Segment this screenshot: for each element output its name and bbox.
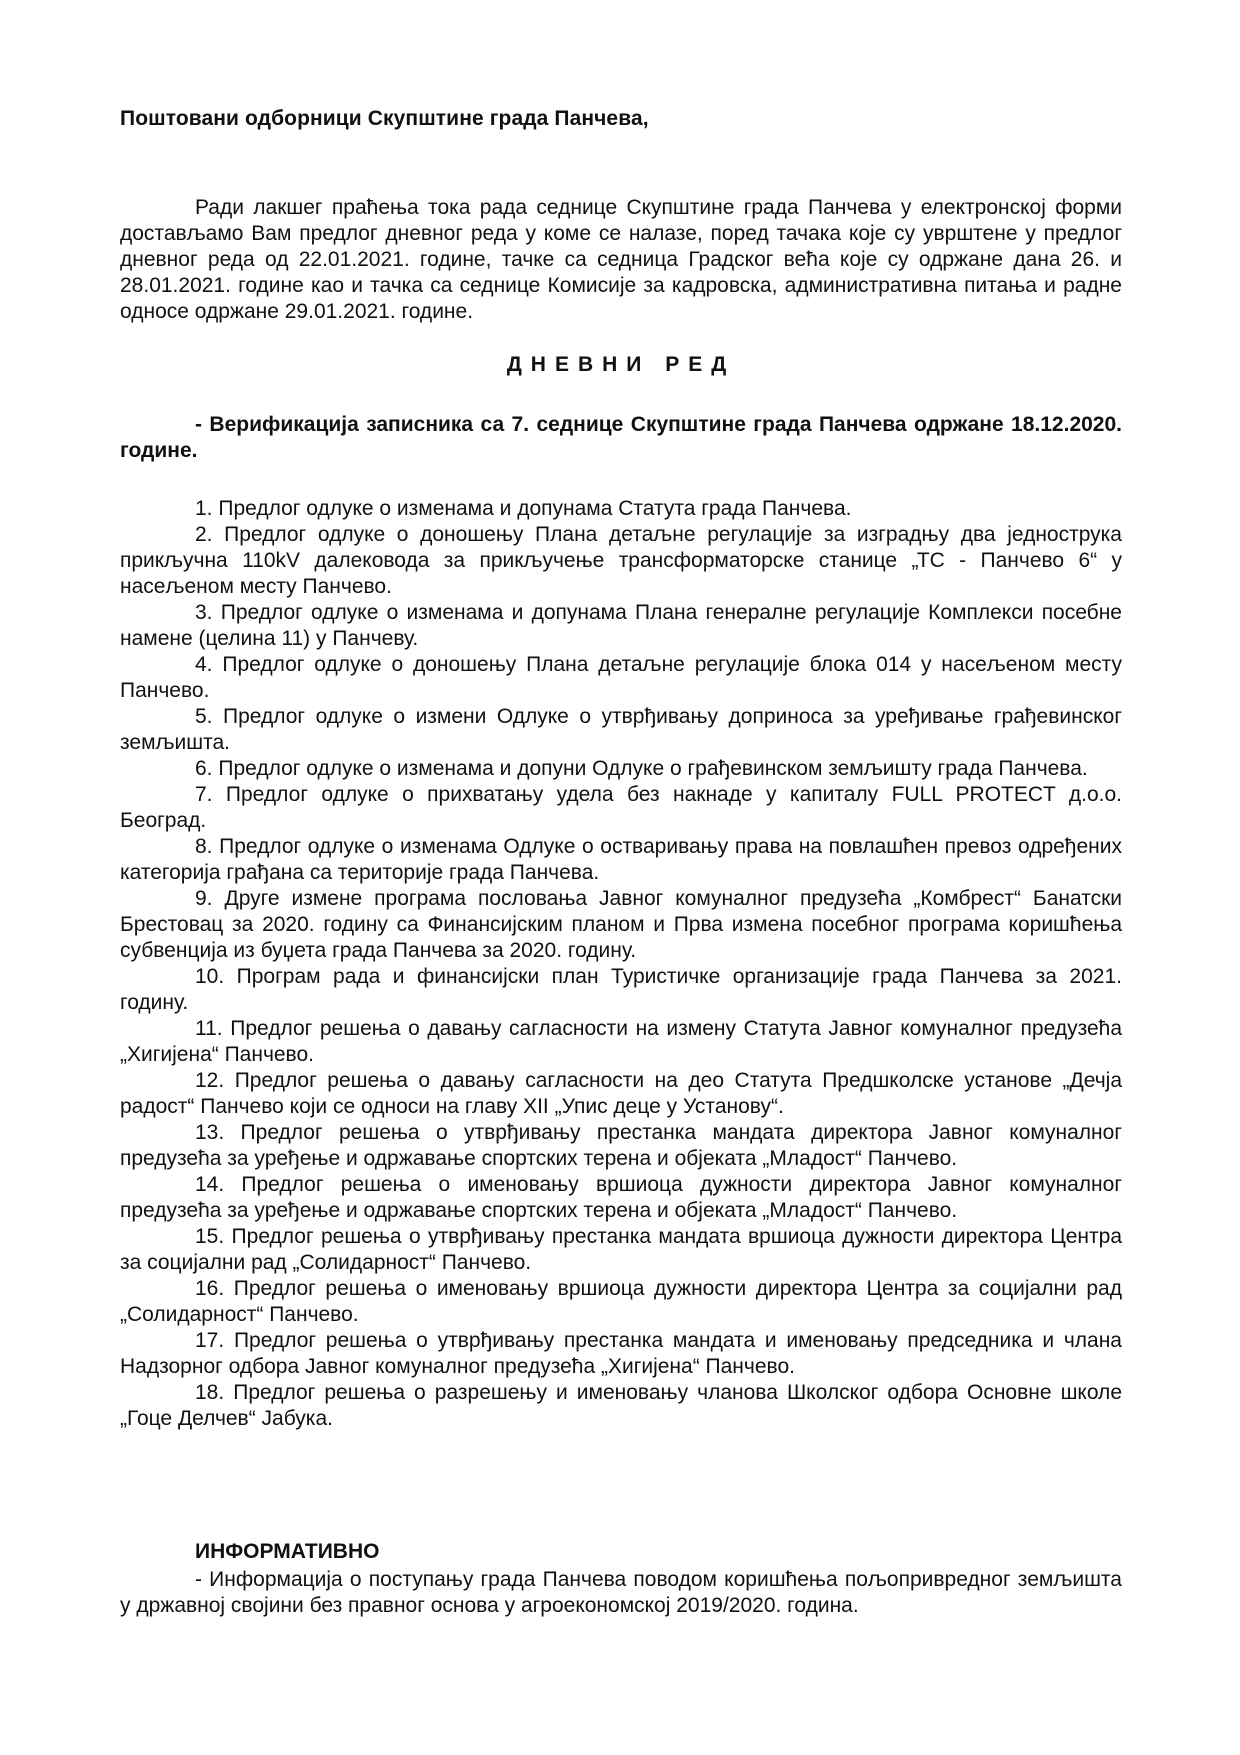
agenda-item: 13. Предлог решења о утврђивању престанка мандата директора Јавног комуналног предузећа за уређење и одржавање спортских терена и објеката „Младост“ Панчево.: [120, 1121, 1122, 1170]
agenda-item: 1. Предлог одлуке о изменама и допунама Статута града Панчева.: [195, 497, 852, 520]
intro-paragraph: Ради лакшег праћења тока рада седнице Скупштине града Панчева у електронској форми достављамо Вам предлог дневног реда у коме се налазе, поред тачака које су уврштене у предлог дневног реда од 22.01.2021. године, тачке са седница Градског већа које су одржане дана 26. и 28.01.2021. године као и тачка са седнице Комисије за кадровска, административна питања и радне односе одржане 29.01.2021. године.: [120, 196, 1122, 323]
agenda-item: 10. Програм рада и финансијски план Туристичке организације града Панчева за 2021. годину.: [120, 965, 1122, 1014]
agenda-item: 5. Предлог одлуке о измени Одлуке о утврђивању доприноса за уређивање грађевинског земљишта.: [120, 705, 1122, 754]
agenda-item: 15. Предлог решења о утврђивању престанка мандата вршиоца дужности директора Центра за социјални рад „Солидарност“ Панчево.: [120, 1225, 1122, 1274]
agenda-item: 9. Друге измене програма пословања Јавног комуналног предузећа „Комбрест“ Банатски Брестовац за 2020. годину са Финансијским планом и Прва измена посебног програма коришћења субвенција из буџета града Панчева за 2020. годину.: [120, 887, 1122, 962]
agenda-item: 8. Предлог одлуке о изменама Одлуке о остваривању права на повлашћен превоз одређених категорија грађана са територије града Панчева.: [120, 835, 1122, 884]
agenda-title: ДНЕВНИ РЕД: [506, 353, 736, 376]
minutes-verification: - Верификација записника са 7. седнице Скупштине града Панчева одржане 18.12.2020. године.: [120, 413, 1122, 462]
salutation: Поштовани одборници Скупштине града Панчева,: [120, 107, 649, 130]
agenda-item: 16. Предлог решења о именовању вршиоца дужности директора Центра за социјални рад „Солидарност“ Панчево.: [120, 1277, 1122, 1326]
agenda-item: 11. Предлог решења о давању сагласности на измену Статута Јавног комуналног предузећа „Хигијена“ Панчево.: [120, 1017, 1122, 1066]
informative-paragraph: - Информација о поступању града Панчева поводом коришћења пољопривредног земљишта у државној својини без правног основа у агроекономској 2019/2020. година.: [120, 1568, 1122, 1617]
informative-heading: ИНФОРМАТИВНО: [195, 1540, 380, 1563]
agenda-item: 12. Предлог решења о давању сагласности на део Статута Предшколске установе „Дечја радост“ Панчево који се односи на главу XII „Упис деце у Установу“.: [120, 1069, 1122, 1118]
agenda-item: 4. Предлог одлуке о доношењу Плана детаљне регулације блока 014 у насељеном месту Панчево.: [120, 653, 1122, 702]
agenda-item: 17. Предлог решења о утврђивању престанка мандата и именовању председника и члана Надзорног одбора Јавног комуналног предузећа „Хигијена“ Панчево.: [120, 1329, 1122, 1378]
agenda-item: 18. Предлог решења о разрешењу и именовању чланова Школског одбора Основне школе „Гоце Делчев“ Јабука.: [120, 1381, 1122, 1430]
agenda-item: 6. Предлог одлуке о изменама и допуни Одлуке о грађевинском земљишту града Панчева.: [195, 757, 1088, 780]
agenda-item: 2. Предлог одлуке о доношењу Плана детаљне регулације за изградњу два једнострука прикључна 110kV далековода за прикључење трансформаторске станице „ТС - Панчево 6“ у насељеном месту Панчево.: [120, 523, 1122, 598]
agenda-item: 14. Предлог решења о именовању вршиоца дужности директора Јавног комуналног предузећа за уређење и одржавање спортских терена и објеката „Младост“ Панчево.: [120, 1173, 1122, 1222]
agenda-items: [120, 496, 1122, 1432]
agenda-item: 3. Предлог одлуке о изменама и допунама Плана генералне регулације Комплекси посебне намене (целина 11) у Панчеву.: [120, 601, 1122, 650]
agenda-item: 7. Предлог одлуке о прихватању удела без накнаде у капиталу FULL PROTECT д.о.о. Београд.: [120, 783, 1122, 832]
